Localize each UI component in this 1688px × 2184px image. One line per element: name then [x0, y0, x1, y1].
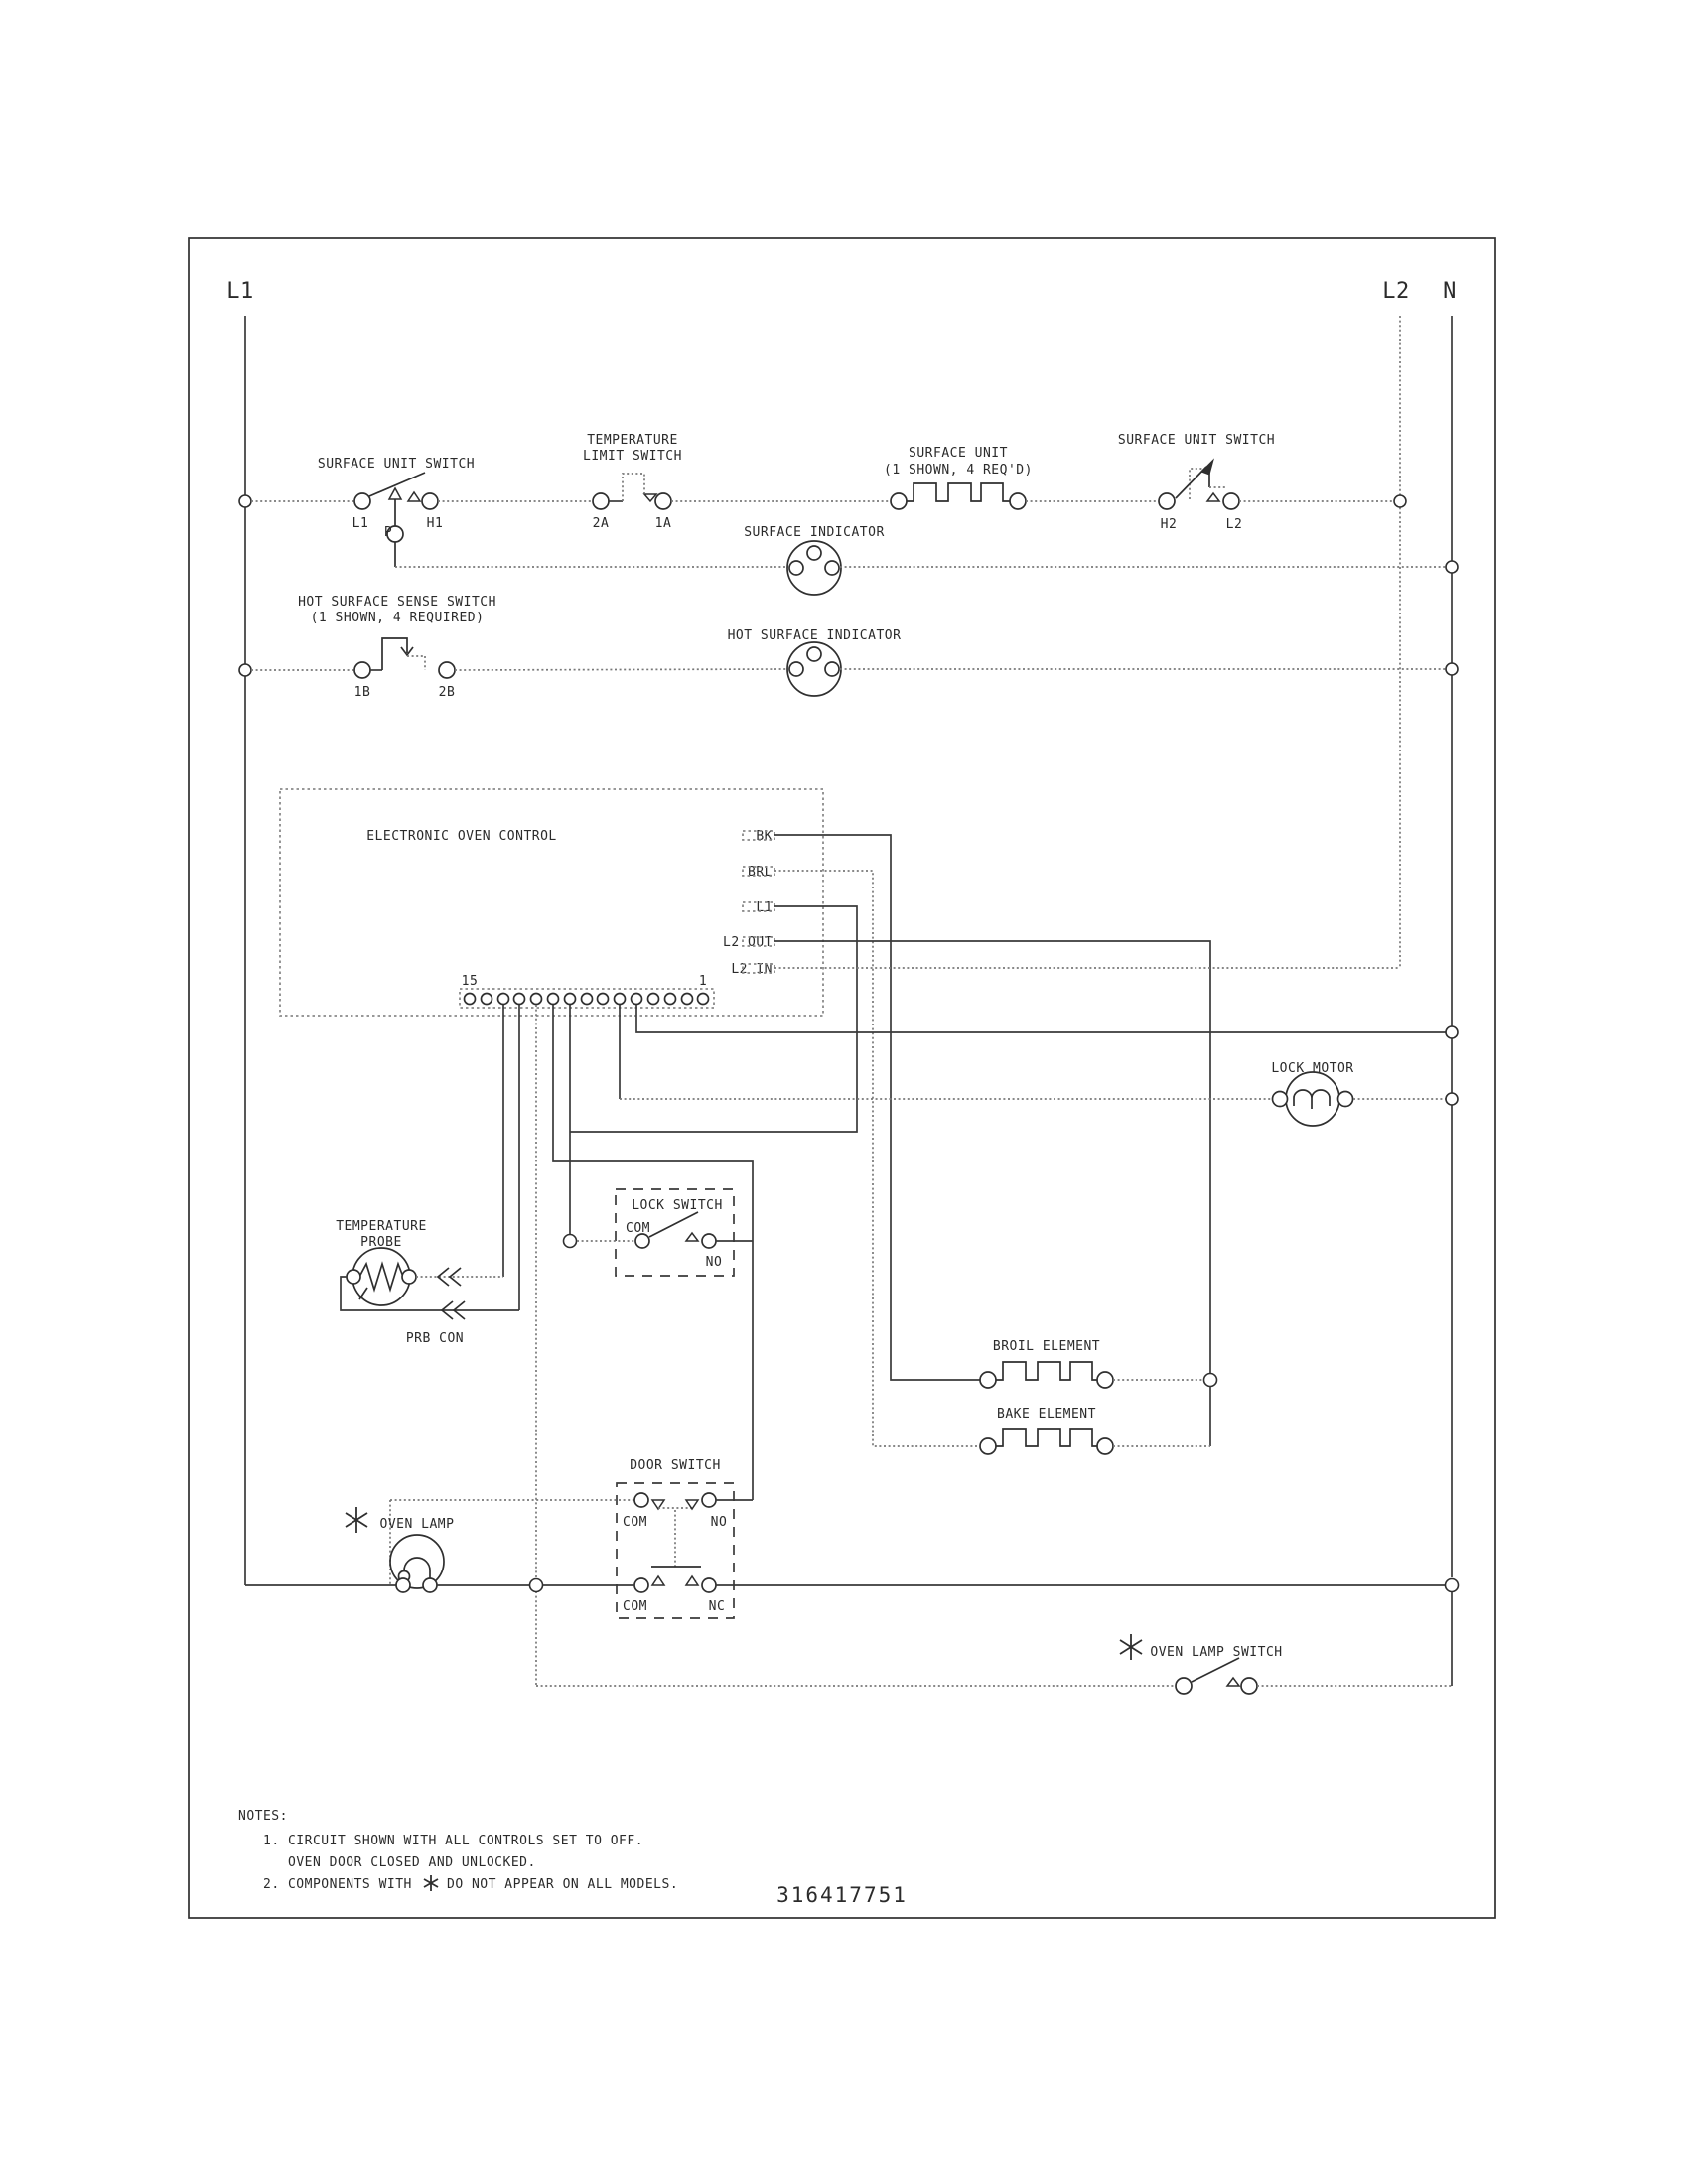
prb-con-label: PRB CON [405, 1331, 465, 1346]
terminal-2a-label: 2A [592, 516, 610, 531]
eoc-pin-1-label: 1 [698, 974, 708, 989]
broil-element [980, 1339, 1217, 1446]
terminal-h2-label: H2 [1160, 517, 1178, 532]
surface-unit-label-1: SURFACE UNIT [909, 446, 1008, 461]
surface-unit-switch-right-label: SURFACE UNIT SWITCH [1117, 433, 1276, 448]
eoc-terminal-l2-out: L2 OUT [723, 935, 773, 950]
eoc-terminal-bk: BK [756, 829, 773, 844]
surface-indicator-label: SURFACE INDICATOR [744, 525, 885, 540]
notes-heading: NOTES: [238, 1809, 288, 1824]
terminal-1b-label: 1B [353, 685, 371, 700]
part-number: 316417751 [776, 1883, 908, 1907]
hot-surface-sense-circuit [239, 595, 1458, 700]
eoc-title: ELECTRONIC OVEN CONTROL [366, 829, 557, 844]
broil-heating-element [996, 1362, 1097, 1380]
terminal-l1-label: L1 [352, 516, 369, 531]
eoc-connector-strip [460, 974, 714, 1008]
oven-lamp [245, 1507, 634, 1592]
terminal-1a-label: 1A [654, 516, 672, 531]
supply-rails [226, 279, 1457, 1585]
bake-element [980, 1407, 1210, 1454]
note-2-suffix: DO NOT APPEAR ON ALL MODELS. [447, 1877, 679, 1892]
motor-coil-symbol [1294, 1090, 1330, 1109]
lock-motor [1271, 1061, 1458, 1126]
surface-unit-label-2: (1 SHOWN, 4 REQ'D) [884, 463, 1033, 478]
note-2-prefix: 2. COMPONENTS WITH [263, 1877, 412, 1892]
probe-resistor-symbol [359, 1264, 403, 1290]
broil-element-label: BROIL ELEMENT [992, 1339, 1101, 1354]
door-switch-bottom-nc-label: NC [708, 1599, 726, 1614]
rail-label-l2: L2 [1382, 279, 1410, 304]
terminal-2b-label: 2B [438, 685, 456, 700]
eoc-terminal-l1: L1 [756, 900, 773, 915]
note-1-line-1: 1. CIRCUIT SHOWN WITH ALL CONTROLS SET TO OFF. [263, 1834, 644, 1848]
door-switch-top-com-label: COM [623, 1515, 647, 1530]
temperature-probe-label-2: PROBE [360, 1235, 402, 1250]
rail-label-l1: L1 [226, 279, 254, 304]
oven-lamp-label: OVEN LAMP [379, 1517, 455, 1532]
oven-lamp-switch-label: OVEN LAMP SWITCH [1150, 1645, 1283, 1660]
eoc-terminal-l2-in: L2 IN [731, 962, 773, 977]
terminal-p-label: P [383, 525, 393, 540]
door-switch-label: DOOR SWITCH [630, 1458, 721, 1473]
temperature-limit-switch-label-1: TEMPERATURE [587, 433, 678, 448]
asterisk-icon [346, 1507, 367, 1533]
eoc-pin-15-label: 15 [461, 974, 479, 989]
terminal-h1-label: H1 [426, 516, 444, 531]
temperature-probe [336, 1219, 519, 1346]
temperature-limit-switch-label-2: LIMIT SWITCH [583, 449, 682, 464]
asterisk-icon [424, 1875, 438, 1891]
notes-block [238, 1809, 678, 1892]
hot-surface-sense-switch-label-1: HOT SURFACE SENSE SWITCH [298, 595, 496, 610]
electronic-oven-control [280, 789, 1458, 1686]
asterisk-icon [1120, 1634, 1142, 1660]
bake-heating-element [996, 1429, 1097, 1446]
hot-surface-sense-switch-label-2: (1 SHOWN, 4 REQUIRED) [310, 611, 485, 625]
surface-heating-element [907, 483, 1010, 501]
lock-switch-label: LOCK SWITCH [632, 1198, 723, 1213]
surface-indicator [395, 525, 1458, 595]
lock-switch-no-label: NO [705, 1255, 723, 1270]
lock-motor-label: LOCK MOTOR [1271, 1061, 1354, 1076]
surface-unit-switch-left-label: SURFACE UNIT SWITCH [317, 457, 476, 472]
lock-switch [564, 1189, 754, 1276]
rail-label-n: N [1443, 279, 1457, 304]
oven-lamp-switch [536, 1592, 1452, 1694]
door-switch [390, 1458, 1459, 1618]
note-1-line-2: OVEN DOOR CLOSED AND UNLOCKED. [288, 1855, 536, 1870]
temperature-probe-label-1: TEMPERATURE [336, 1219, 427, 1234]
terminal-l2-label: L2 [1225, 517, 1243, 532]
door-switch-bottom-com-label: COM [623, 1599, 647, 1614]
eoc-terminal-brl: BRL [748, 865, 773, 880]
bake-element-label: BAKE ELEMENT [997, 1407, 1096, 1422]
lock-switch-com-label: COM [626, 1221, 650, 1236]
hot-surface-indicator-label: HOT SURFACE INDICATOR [727, 628, 902, 643]
door-switch-top-no-label: NO [710, 1515, 728, 1530]
